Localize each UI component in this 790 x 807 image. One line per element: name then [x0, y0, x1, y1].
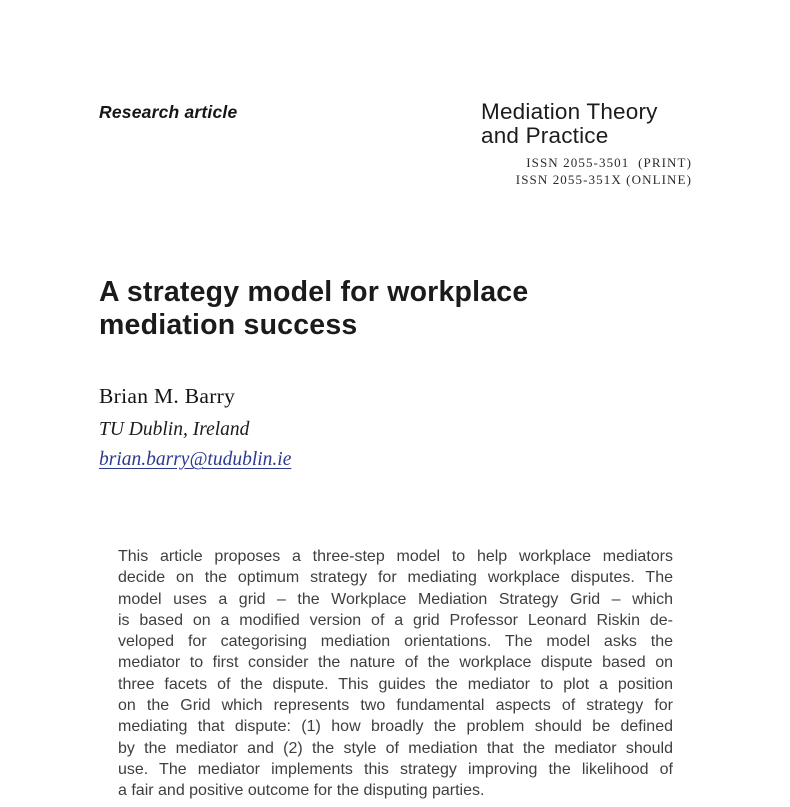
author-name: Brian M. Barry	[99, 384, 236, 408]
abstract-line: decide on the optimum strategy for mediating workplace disputes. The	[118, 569, 673, 587]
abstract-line: is based on a modified version of a grid Professor Leonard Riskin de-	[118, 611, 673, 629]
journal-name-line1: Mediation Theory	[481, 99, 658, 124]
title-line1: A strategy model for workplace	[99, 276, 529, 308]
issn-print: ISSN 2055-3501 (PRINT)	[526, 155, 692, 170]
abstract-line: mediating that dispute: (1) how broadly the problem should be defined	[118, 718, 673, 736]
journal-masthead	[481, 100, 692, 188]
issn-group	[481, 155, 692, 188]
abstract-line: model uses a grid – the Workplace Mediation Strategy Grid – which	[118, 590, 673, 608]
journal-name-line2: and Practice	[481, 123, 609, 148]
author-affiliation: TU Dublin, Ireland	[99, 419, 250, 440]
abstract-line: veloped for categorising mediation orientations. The model asks the	[118, 633, 673, 651]
abstract-line: mediator to first consider the nature of the workplace dispute based on	[118, 654, 673, 672]
article-type-label: Research article	[99, 102, 238, 122]
abstract	[118, 546, 673, 802]
abstract-line: a fair and positive outcome for the disputing parties.	[118, 782, 485, 800]
author-block	[99, 384, 291, 471]
abstract-line: three facets of the dispute. This guides the mediator to plot a position	[118, 675, 673, 693]
abstract-line: use. The mediator implements this strategy improving the likelihood of	[118, 760, 673, 778]
abstract-line: This article proposes a three-step model to help workplace mediators	[118, 548, 673, 565]
journal-name	[481, 100, 692, 148]
page-title	[99, 276, 659, 341]
abstract-line: on the Grid which represents two fundamental aspects of strategy for	[118, 697, 673, 715]
issn-online: ISSN 2055-351X (ONLINE)	[515, 171, 692, 187]
author-email-link[interactable]: brian.barry@tudublin.ie	[99, 449, 292, 470]
title-line2: mediation success	[99, 308, 358, 341]
abstract-line: by the mediator and (2) the style of mediation that the mediator should	[118, 739, 673, 757]
